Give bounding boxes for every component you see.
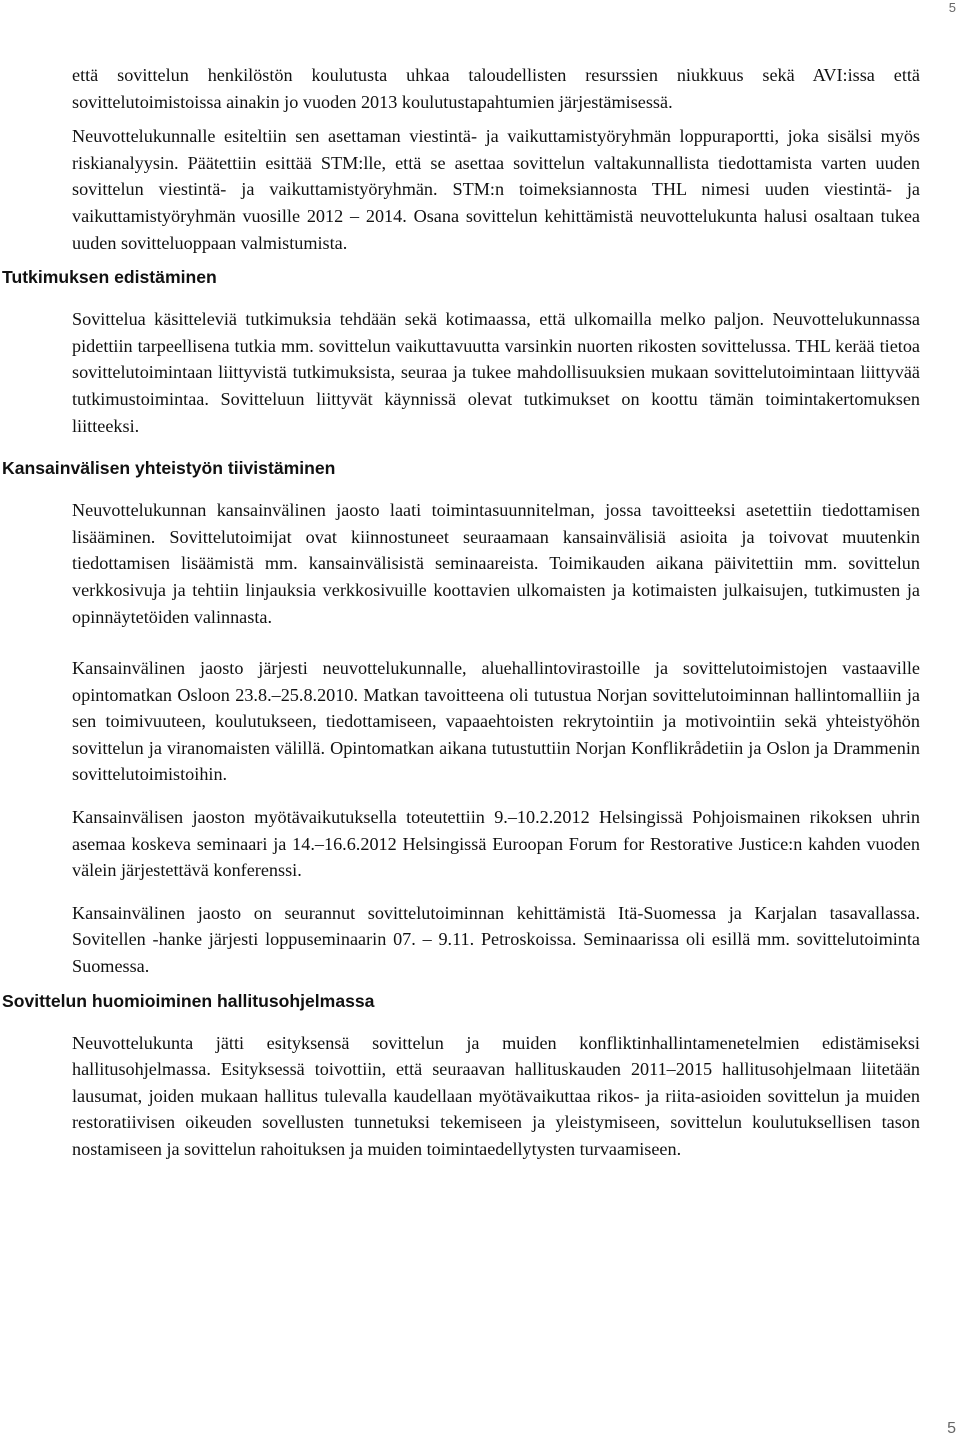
international-paragraph-1: Neuvottelukunnan kansainvälinen jaosto laati toimintasuunnitelman, jossa tavoitteeksi asetettiin tiedottamisen lisääminen. Sovittelutoimijat ovat kiinnostuneet seuraamaan kansainvälisiä asioita ja toivovat muutenkin tiedottamisen lisäämistä mm. kansainvälisistä seminaareista. Toimikauden aikana päivitettiin mm. sovittelun verkkosivuja ja tehtiin linjauksia verkkosivuille koottavien ulkomaisten ja kotimaisten julkaisujen, tutkimusten ja opinnäytetöiden valinnasta. [72,500,920,627]
intro-paragraph-1: että sovittelun henkilöstön koulutusta uhkaa taloudellisten resurssien niukkuus sekä AVI:issa että sovittelutoimistoissa ainakin jo vuoden 2013 koulutustapahtumien järjestämisessä. [72,65,920,112]
international-paragraph-2: Kansainvälinen jaosto järjesti neuvottelukunnalle, aluehallintovirastoille ja sovittelutoimistojen vastaaville opintomatkan Osloon 23.8.–25.8.2010. Matkan tavoitteena oli tutustua Norjan sovittelutoiminnan hallintomalliin ja sen toimivuuteen, koulutukseen, tiedottamiseen, vapaaehtoisten rekrytointiin ja motivointiin sekä yhteistyöhön sovittelun ja viranomaisten välillä. Opintomatkan aikana tutustuttiin Norjan Konflikrådetiin ja Oslon ja Drammenin sovittelutoimistoihin. [72,658,920,785]
international-paragraph-3: Kansainvälisen jaoston myötävaikutuksella toteutettiin 9.–10.2.2012 Helsingissä Pohjoismainen rikoksen uhrin asemaa koskeva seminaari ja 14.–16.6.2012 Helsingissä Euroopan Forum for Restorative Justice:n kahden vuoden välein järjestettävä konferenssi. [72,807,920,881]
document-body [0,62,960,1163]
section-heading-government: Sovittelun huomioiminen hallitusohjelmassa [2,990,375,1011]
section-heading-international: Kansainvälisen yhteistyön tiivistäminen [2,458,336,479]
government-paragraph-1: Neuvottelukunta jätti esityksensä sovittelun ja muiden konfliktinhallintamenetelmien edistämiseksi hallitusohjelmassa. Esityksessä toivottiin, että seuraavan hallituskauden 2011–2015 hallitusohjelmaan liitetään lausumat, joiden mukaan hallitus tulevalla kaudellaan myötävaikuttaa rikos- ja riita-asioiden sovittelun ja muiden restoratiivisen oikeuden sovellusten tunnetuksi tekemiseen ja yleistymiseen, sovittelun koulutuksellisen tason nostamiseen ja sovittelun rahoituksen ja muiden toimintaedellytysten turvaamiseen. [72,1032,920,1159]
international-paragraph-4: Kansainvälinen jaosto on seurannut sovittelutoiminnan kehittämistä Itä-Suomessa ja Karjalan tasavallassa. Sovitellen -hanke järjesti loppuseminaarin 07. – 9.11. Petroskoissa. Seminaarissa oli esillä mm. sovittelutoiminta Suomessa. [72,902,920,977]
research-paragraph-1: Sovittelua käsitteleviä tutkimuksia tehdään sekä kotimaassa, että ulkomailla melko paljon. Neuvottelukunnassa pidettiin tarpeellisena tutkia mm. sovittelun vaikuttavuutta varsinkin nuorten rikosten sovittelussa. THL kerää tietoa sovittelutoimintaan liittyvistä tutkimuksista, seuraa ja tukee mahdollisuuksien mukaan sovittelutoimintaan liittyvää tutkimustoimintaa. Sovitteluun liittyvät käynnissä olevat tutkimukset on koottu tämän toimintakertomuksen liitteeksi. [72,309,920,436]
page-number-top: 5 [948,0,956,15]
page-number-bottom: 5 [947,1420,956,1437]
section-heading-research: Tutkimuksen edistäminen [2,267,217,288]
intro-paragraph-2: Neuvottelukunnalle esiteltiin sen asettaman viestintä- ja vaikuttamistyöryhmän loppuraportti, joka sisälsi myös riskianalyysin. Päätettiin esittää STM:lle, että se asettaa sovittelun valtakunnallista tiedottamista varten uuden sovittelun viestintä- ja vaikuttamistyöryhmän. STM:n toimeksiannosta THL nimesi uuden viestintä- ja vaikuttamistyöryhmän vuosille 2012 – 2014. Osana sovittelun kehittämistä neuvottelukunta halusi osaltaan tukea uuden sovitteluoppaan valmistumista. [72,126,920,253]
